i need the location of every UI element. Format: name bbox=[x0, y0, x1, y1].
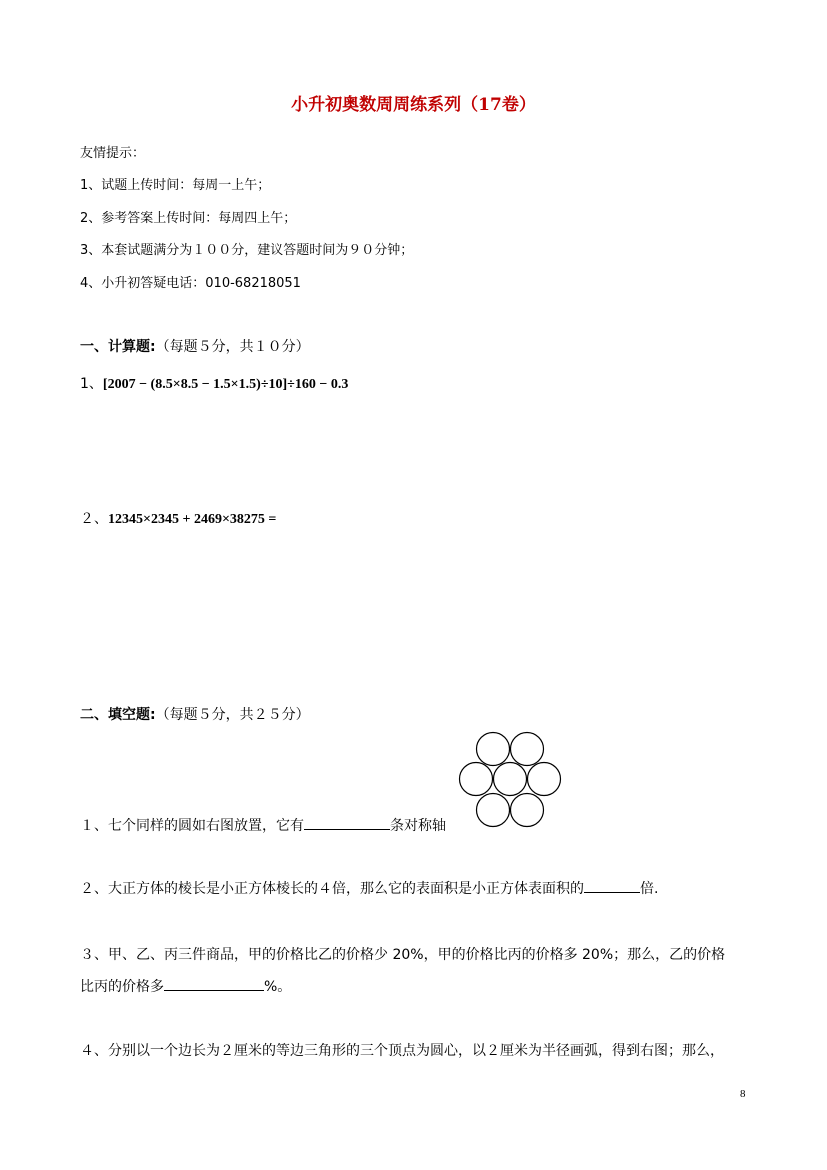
fill-question-1 bbox=[80, 815, 446, 835]
section-1-heading: 一、计算题: bbox=[80, 339, 156, 355]
fill-q2-text-end: 倍. bbox=[640, 881, 659, 897]
figure-circle bbox=[477, 794, 510, 827]
fill-question-3-line-1: ３、甲、乙、丙三件商品，甲的价格比乙的价格少 20%，甲的价格比丙的价格多 20%；那么，乙的价格 bbox=[80, 947, 726, 963]
section-2-header bbox=[80, 704, 310, 724]
fill-q2-text: ２、大正方体的棱长是小正方体棱长的４倍，那么它的表面积是小正方体表面积的 bbox=[80, 881, 584, 897]
section-1-header bbox=[80, 336, 310, 356]
calc-q2-number: ２、 bbox=[80, 511, 108, 527]
fill-q3-text: 比丙的价格多 bbox=[80, 979, 164, 995]
calc-q2-expression: 12345×2345 + 2469×38275 = bbox=[108, 512, 277, 527]
answer-blank[interactable] bbox=[584, 878, 640, 893]
answer-blank[interactable] bbox=[304, 815, 390, 830]
fill-question-2 bbox=[80, 878, 658, 898]
tip-item-3: 3、本套试题满分为１００分，建议答题时间为９０分钟； bbox=[80, 243, 414, 258]
answer-blank[interactable] bbox=[164, 976, 264, 991]
figure-circle bbox=[494, 763, 527, 796]
figure-circle bbox=[460, 763, 493, 796]
fill-q3-text-end: %。 bbox=[264, 979, 292, 995]
calc-question-1 bbox=[80, 373, 348, 393]
tips-heading: 友情提示： bbox=[80, 146, 146, 161]
calc-q1-expression: [2007 − (8.5×8.5 − 1.5×1.5)÷10]÷160 − 0.3 bbox=[102, 377, 349, 392]
seven-circles-figure bbox=[455, 730, 565, 832]
fill-q1-text-end: 条对称轴 bbox=[390, 818, 446, 834]
figure-circle bbox=[511, 733, 544, 766]
figure-circle bbox=[511, 794, 544, 827]
tip-item-1: 1、试题上传时间：每周一上午； bbox=[80, 178, 271, 193]
figure-circle bbox=[528, 763, 561, 796]
page-number: 8 bbox=[740, 1088, 746, 1100]
figure-circle bbox=[477, 733, 510, 766]
tip-item-4: 4、小升初答疑电话：010-68218051 bbox=[80, 276, 301, 291]
calc-question-2 bbox=[80, 508, 276, 528]
fill-question-4: ４、分别以一个边长为２厘米的等边三角形的三个顶点为圆心，以２厘米为半径画弧，得到右图；那么， bbox=[80, 1043, 724, 1059]
section-2-heading: 二、填空题: bbox=[80, 707, 156, 723]
section-1-note: （每题５分，共１０分） bbox=[155, 339, 310, 355]
section-2-note: （每题５分，共２５分） bbox=[155, 707, 310, 723]
fill-q1-text: １、七个同样的圆如右图放置，它有 bbox=[80, 818, 304, 834]
tip-item-2: 2、参考答案上传时间：每周四上午； bbox=[80, 211, 297, 226]
calc-q1-number: 1、 bbox=[80, 376, 103, 392]
page-title: 小升初奥数周周练系列（17卷） bbox=[291, 95, 536, 115]
fill-question-3-line-2 bbox=[80, 976, 291, 996]
